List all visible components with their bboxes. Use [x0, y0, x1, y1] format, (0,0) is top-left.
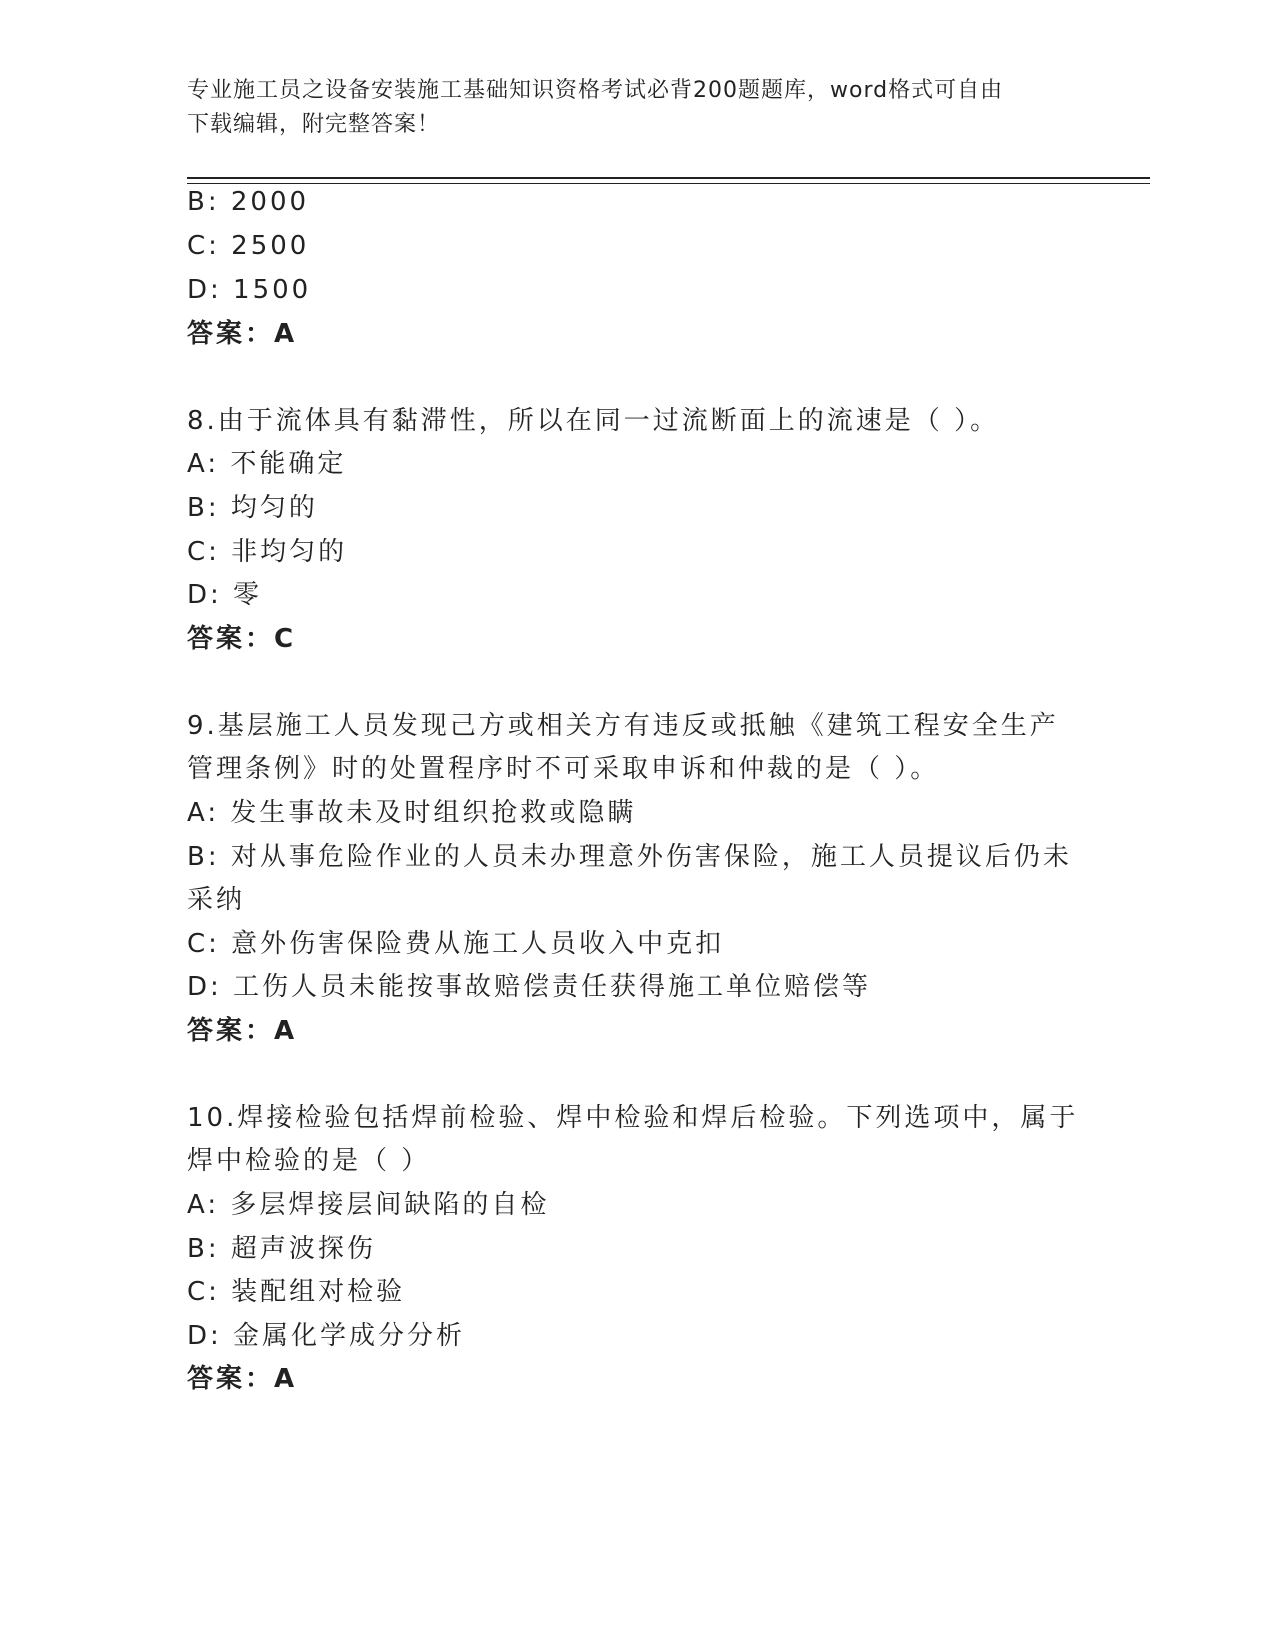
q8-option-b: B: 均匀的	[187, 493, 318, 523]
q8-answer: 答案：C	[187, 624, 297, 654]
q10-answer: 答案：A	[187, 1364, 298, 1394]
q9-option-d: D: 工伤人员未能按事故赔偿责任获得施工单位赔偿等	[187, 972, 872, 1002]
q9-stem-line-2: 管理条例》时的处置程序时不可采取申诉和仲裁的是（ ）。	[187, 754, 940, 784]
prev-answer: 答案：A	[187, 319, 298, 349]
q10-option-a: A: 多层焊接层间缺陷的自检	[187, 1190, 550, 1220]
q10-option-c: C: 装配组对检验	[187, 1277, 406, 1307]
prev-option-d: D: 1500	[187, 275, 312, 305]
header-title-line-1: 专业施工员之设备安装施工基础知识资格考试必背200题题库，word格式可自由	[187, 78, 1004, 103]
prev-option-b: B: 2000	[187, 187, 310, 217]
q9-option-b-line-2: 采纳	[187, 885, 246, 915]
q10-option-d: D: 金属化学成分分析	[187, 1321, 466, 1351]
q9-stem-line-1: 9.基层施工人员发现己方或相关方有违反或抵触《建筑工程安全生产	[187, 711, 1059, 741]
q9-option-a: A: 发生事故未及时组织抢救或隐瞒	[187, 798, 637, 828]
document-header	[187, 74, 1067, 142]
q10-stem-line-2: 焊中检验的是（ ）	[187, 1146, 431, 1176]
q10-option-b: B: 超声波探伤	[187, 1234, 376, 1264]
header-divider-thick	[187, 177, 1150, 179]
q9-option-c: C: 意外伤害保险费从施工人员收入中克扣	[187, 929, 725, 959]
header-title-line-2: 下载编辑，附完整答案！	[187, 112, 441, 137]
q8-option-d: D: 零	[187, 580, 263, 610]
q10-stem-line-1: 10.焊接检验包括焊前检验、焊中检验和焊后检验。下列选项中，属于	[187, 1103, 1079, 1133]
q8-stem: 8.由于流体具有黏滞性，所以在同一过流断面上的流速是（ ）。	[187, 406, 1000, 436]
q9-answer: 答案：A	[187, 1016, 298, 1046]
prev-option-c: C: 2500	[187, 231, 310, 261]
q9-option-b-line-1: B: 对从事危险作业的人员未办理意外伤害保险，施工人员提议后仍未	[187, 842, 1072, 872]
header-divider-thin	[187, 183, 1150, 184]
q8-option-c: C: 非均匀的	[187, 537, 348, 567]
q8-option-a: A: 不能确定	[187, 449, 347, 479]
